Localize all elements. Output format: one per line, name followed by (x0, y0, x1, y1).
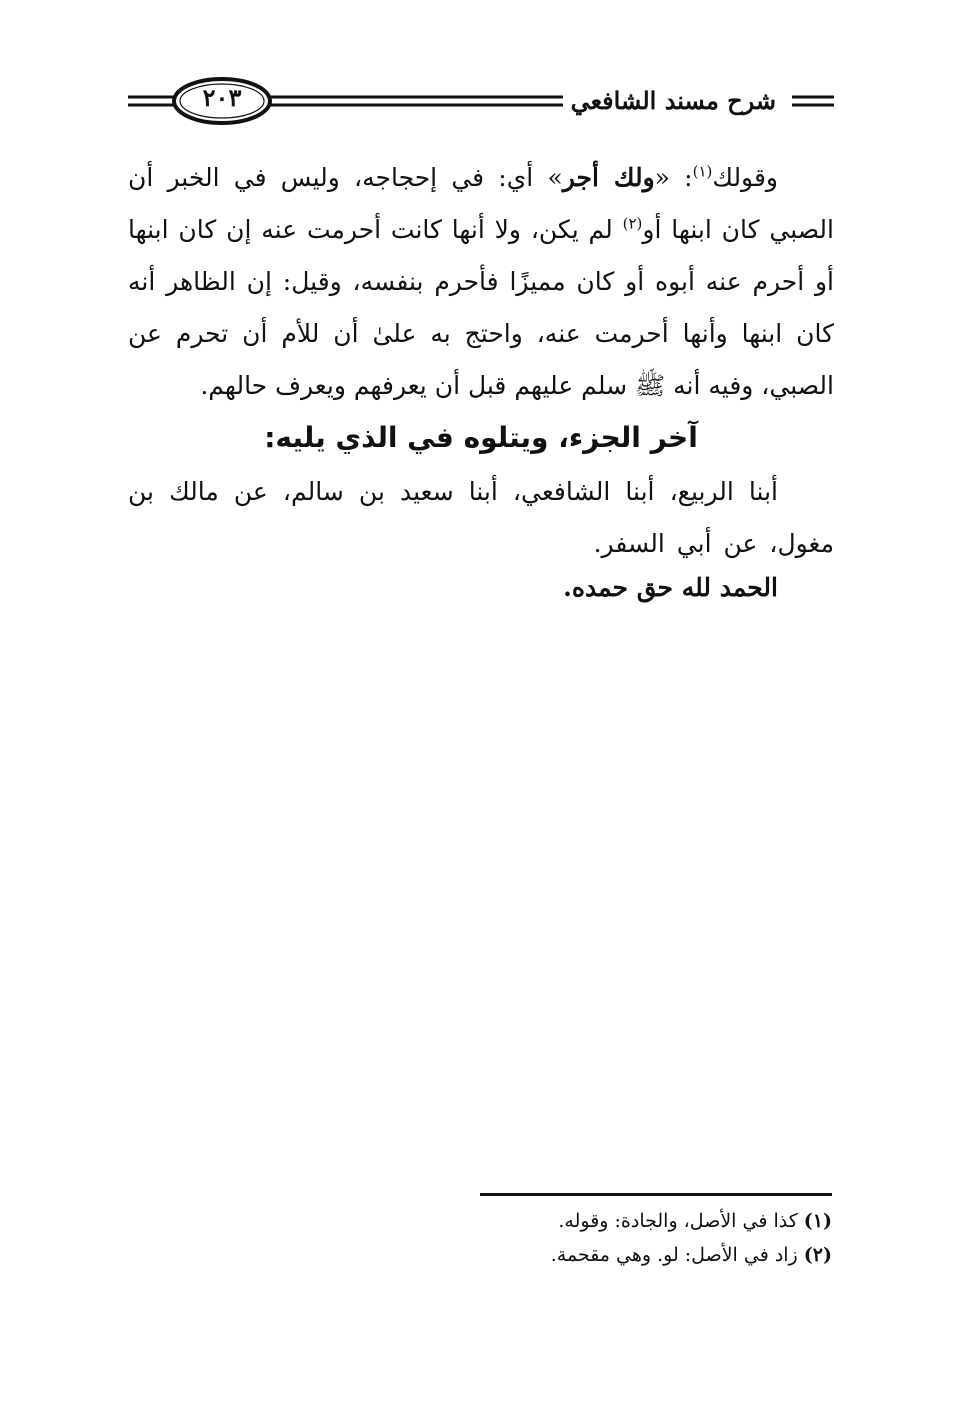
footnotes (380, 1204, 832, 1272)
chain-paragraph: أبنا الربيع، أبنا الشافعي، أبنا سعيد بن سالم، عن مالك بن مغول، عن أبي السفر. (128, 477, 834, 558)
text-segment: » أي: في إحجاجه، وليس في الخبر أن الصبي كان ابنها أو (128, 163, 834, 244)
footnote-number: (١) (803, 1210, 832, 1232)
page-number: ٢٠٣ (202, 83, 242, 112)
footnote-ref-2[interactable]: (٢) (622, 214, 643, 233)
text-segment: وقولك (712, 163, 778, 192)
section-heading: آخر الجزء، ويتلوه في الذي يليه: (264, 421, 698, 454)
narration-chain (128, 466, 834, 570)
footnote-number: (٢) (803, 1244, 832, 1266)
footnote-text: زاد في الأصل: لو. وهي مقحمة. (550, 1244, 804, 1266)
main-paragraph (128, 152, 834, 412)
text-segment: لم يكن، ولا أنها كانت أحرمت عنه إن كان ابنها أو أحرم عنه أبوه أو كان مميزًا فأحرم بنفسه، وقيل: إن الظاهر أنه كان ابنها وأنها أحرمت عنه، واحتج به علىٰ أن للأم أن تحرم عن الصبي، وفيه أنه ﷺ سلم عليهم قبل أن يعرفهم ويعرف حالهم. (128, 215, 834, 400)
footnote-text: كذا في الأصل، والجادة: وقوله. (558, 1210, 804, 1232)
footnote-2 (380, 1238, 832, 1272)
footnote-separator (480, 1193, 832, 1196)
text-segment: : « (654, 163, 693, 192)
quoted-phrase: ولك أجر (562, 163, 655, 192)
book-title: شرح مسند الشافعي (563, 86, 784, 115)
closing-line: الحمد لله حق حمده. (563, 573, 778, 602)
running-header (128, 72, 834, 134)
footnote-1 (380, 1204, 832, 1238)
footnote-ref-1[interactable]: (١) (692, 162, 713, 181)
